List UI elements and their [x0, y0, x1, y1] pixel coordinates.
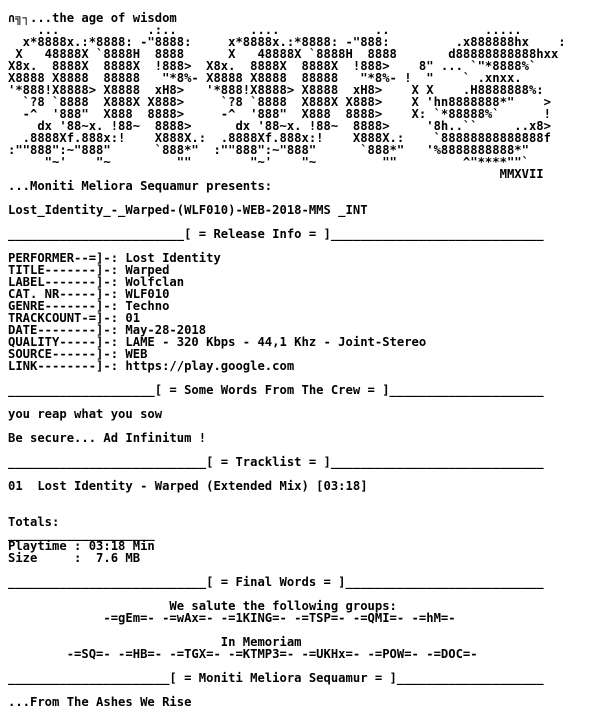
nfo-line: TITLE-------]-: Warped	[8, 263, 170, 277]
nfo-line: Playtime : 03:18 Min	[8, 539, 155, 553]
nfo-line: Lost_Identity_-_Warped-(WLF010)-WEB-2018-MMS _INT	[8, 203, 368, 217]
nfo-line: .8888Xf.888x:! X888X.: .8888Xf.888x:! X888X.: `88888888888888f	[8, 131, 551, 145]
nfo-line: -=SQ=- -=HB=- -=TGX=- -=KTMP3=- -=UKHx=- -=POW=- -=DOC=-	[8, 647, 478, 661]
nfo-line: SOURCE------]-: WEB	[8, 347, 148, 361]
nfo-line: QUALITY-----]-: LAME - 320 Kbps - 44,1 Khz - Joint-Stereo	[8, 335, 427, 349]
nfo-line: ____________________	[8, 527, 155, 541]
nfo-line: MMXVII	[8, 167, 544, 181]
nfo-line: "~' "~ "" "~' "~ "" ^"****""`	[8, 155, 529, 169]
nfo-line: -^ '888" X888 8888> -^ '888" X888 8888> X: `*88888%` !	[8, 107, 551, 121]
nfo-line: `?8 `8888 X888X X888> `?8 `8888 X888X X888> X 'hn8888888*" >	[8, 95, 551, 109]
nfo-line: X8888 X8888 88888 "*8%- X8888 X8888 88888 "*8%- ! " ` .xnxx.	[8, 71, 522, 85]
nfo-line: LINK--------]-: https://play.google.com	[8, 359, 295, 373]
nfo-line: DATE--------]-: May-28-2018	[8, 323, 207, 337]
nfo-line: LABEL-------]-: Wolfclan	[8, 275, 185, 289]
nfo-line: X 48888X `8888H 8888 X 48888X `8888H 8888 d88888888888hxx	[8, 47, 559, 61]
nfo-line: ____________________[ = Some Words From The Crew = ]_____________________	[8, 383, 544, 397]
nfo-line: ... .:.. .... .. .....	[8, 23, 522, 37]
nfo-line: 01 Lost Identity - Warped (Extended Mix) [03:18]	[8, 479, 368, 493]
nfo-line: In Memoriam	[8, 635, 302, 649]
nfo-line: TRACKCOUNT-=]-: 01	[8, 311, 141, 325]
nfo-line: PERFORMER--=]-: Lost Identity	[8, 251, 221, 265]
nfo-line: x*8888x.:*8888: -"8888: x*8888x.:*8888: -"888: .x888888hx :	[8, 35, 566, 49]
nfo-line: GENRE-------]-: Techno	[8, 299, 170, 313]
nfo-line: X8x. 8888X 8888X !888> X8x. 8888X 8888X !888> 8" ... `"*8888%`	[8, 59, 537, 73]
nfo-line: ________________________[ = Release Info = ]_____________________________	[8, 227, 544, 241]
nfo-line: ___________________________[ = Final Words = ]___________________________	[8, 575, 544, 589]
nfo-line: ...Moniti Meliora Sequamur presents:	[8, 179, 273, 193]
nfo-line: We salute the following groups:	[8, 599, 397, 613]
nfo-line: you reap what you sow	[8, 407, 163, 421]
nfo-line: ___________________________[ = Tracklist = ]_____________________________	[8, 455, 544, 469]
nfo-line: ______________________[ = Moniti Meliora Sequamur = ]____________________	[8, 671, 544, 685]
nfo-line: dx '88~x. !88~ 8888> dx '88~x. !88~ 8888> '8h..`` ..x8>	[8, 119, 551, 133]
nfo-line: :""888":~"888" `888*" :""888":~"888" `888*" '%8888888888*"	[8, 143, 529, 157]
nfo-line: -=gEm=- -=wAx=- -=1KING=- -=TSP=- -=QMI=- -=hM=-	[8, 611, 456, 625]
nfo-line: ...From The Ashes We Rise	[8, 695, 192, 709]
nfo-line: '*888!X8888> X8888 xH8> '*888!X8888> X8888 xH8> X X .H8888888%:	[8, 83, 544, 97]
nfo-line: Size : 7.6 MB	[8, 551, 141, 565]
nfo-document	[8, 12, 566, 708]
nfo-line: Be secure... Ad Infinitum !	[8, 431, 207, 445]
nfo-line: CAT. NR-----]-: WLF010	[8, 287, 170, 301]
nfo-line: Totals:	[8, 515, 60, 529]
nfo-line: ∩╗┐...the age of wisdom	[8, 11, 177, 25]
